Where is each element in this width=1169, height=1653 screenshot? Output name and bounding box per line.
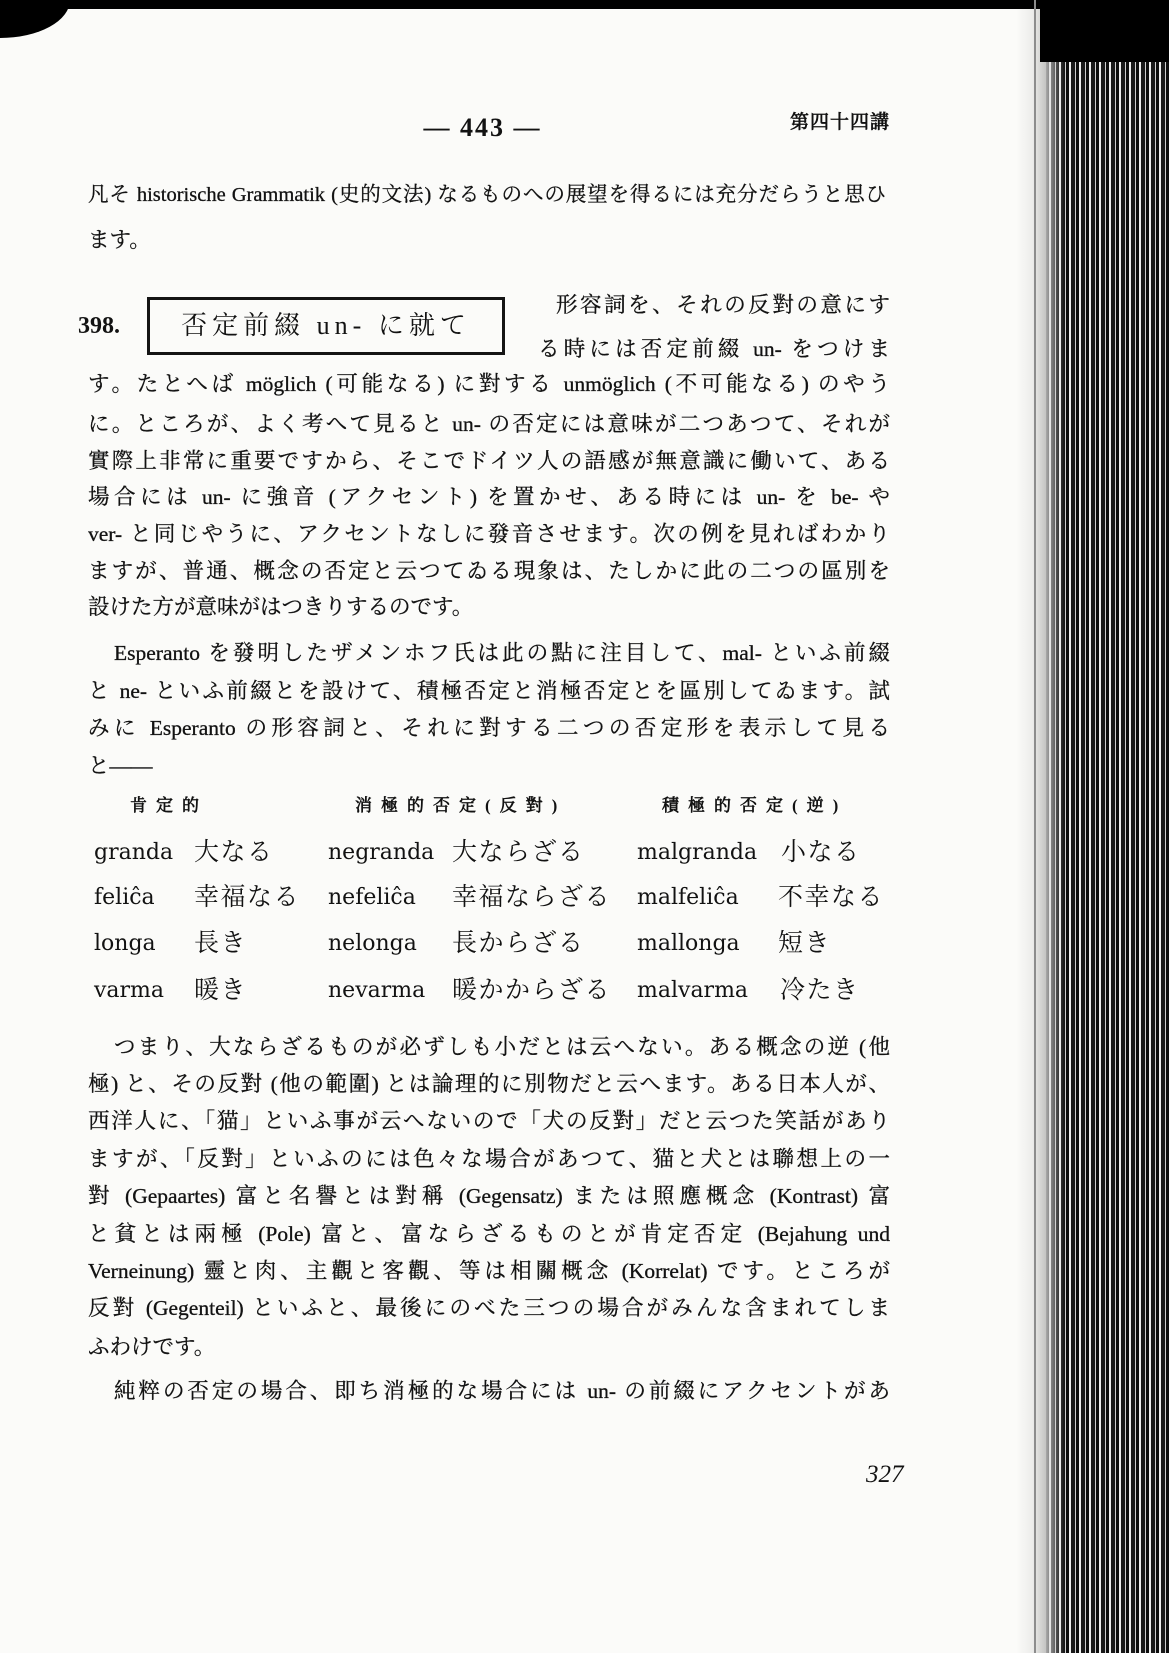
body-line: る時には否定前綴 un- をつけま bbox=[538, 337, 890, 361]
active-negation-word: malvarma bbox=[637, 978, 749, 1003]
table-row bbox=[0, 837, 1000, 869]
page-curve-shade bbox=[1016, 0, 1046, 1653]
table-header-passive-negation: 消極的否定(反對) bbox=[355, 796, 567, 815]
page-curve-line bbox=[1034, 0, 1036, 1653]
body-line: みに Esperanto の形容詞と、それに對する二つの否定形を表示して見る bbox=[88, 716, 890, 740]
active-negation-meaning: 冷たき bbox=[780, 977, 860, 1004]
page-edge-fade bbox=[1046, 0, 1064, 1653]
passive-negation-word: negranda bbox=[328, 840, 435, 865]
active-negation-meaning: 不幸なる bbox=[778, 884, 885, 911]
body-line: ますが、普通、概念の否定と云つてゐる現象は、たしかに此の二つの區別を bbox=[88, 559, 890, 583]
table-header-active-negation: 積極的否定(逆) bbox=[662, 796, 848, 815]
active-negation-word: malgranda bbox=[637, 840, 758, 865]
affirmative-word: granda bbox=[94, 840, 174, 865]
table-header-affirmative: 肯定的 bbox=[130, 796, 208, 815]
body-line: と ne- といふ前綴とを設けて、積極否定と消極否定とを區別してゐます。試 bbox=[88, 679, 890, 703]
body-line: ふわけです。 bbox=[88, 1335, 216, 1359]
passive-negation-word: nelonga bbox=[328, 931, 417, 956]
passive-negation-meaning: 暖かからざる bbox=[452, 977, 612, 1004]
page-folio: 327 bbox=[866, 1461, 904, 1488]
passive-negation-word: nefeliĉa bbox=[328, 885, 416, 910]
table-row bbox=[0, 928, 1000, 960]
body-line: 極) と、その反對 (他の範圍) とは論理的に別物だと云へます。ある日本人が、 bbox=[88, 1072, 890, 1096]
section-title-box bbox=[147, 297, 505, 355]
body-line: つまり、大ならざるものが必ずしも小だとは云へない。ある概念の逆 (他 bbox=[114, 1035, 890, 1059]
active-negation-word: malfeliĉa bbox=[637, 885, 739, 910]
section-title: 否定前綴 un- に就て bbox=[181, 311, 471, 340]
body-line: ます。 bbox=[88, 228, 151, 252]
active-negation-word: mallonga bbox=[637, 931, 740, 956]
running-lecture-title: 第四十四講 bbox=[790, 112, 891, 133]
binding-corner-shadow bbox=[0, 0, 70, 38]
passive-negation-word: nevarma bbox=[328, 978, 426, 1003]
running-page-number: — 443 — bbox=[423, 113, 542, 142]
affirmative-meaning: 大なる bbox=[194, 839, 274, 866]
body-line: 實際上非常に重要ですから、そこでドイツ人の語感が無意識に働いて、ある bbox=[88, 449, 890, 473]
active-negation-meaning: 短き bbox=[778, 930, 832, 957]
body-line: Verneinung) 靈と肉、主觀と客觀、等は相關概念 (Korrelat) です。ところが bbox=[88, 1259, 890, 1283]
affirmative-word: varma bbox=[94, 978, 165, 1003]
affirmative-meaning: 幸福なる bbox=[194, 884, 301, 911]
top-edge-shadow bbox=[0, 0, 1169, 9]
body-line: ver- と同じやうに、アクセントなしに發音させます。次の例を見ればわかり bbox=[88, 522, 890, 546]
body-line: ますが、「反對」といふのには色々な場合があつて、猫と犬とは聯想上の一 bbox=[88, 1147, 890, 1171]
body-line: Esperanto を發明したザメンホフ氏は此の點に注目して、mal- といふ前綴 bbox=[114, 641, 890, 665]
affirmative-meaning: 長き bbox=[194, 930, 248, 957]
body-line: 凡そ historische Grammatik (史的文法) なるものへの展望を得るには充分だらうと思ひ bbox=[88, 184, 886, 206]
body-line: 西洋人に、「猫」といふ事が云へないので「犬の反對」だと云つた笑話があり bbox=[88, 1109, 890, 1133]
page-edge-top-shadow bbox=[1040, 0, 1169, 62]
table-row bbox=[0, 882, 1000, 914]
passive-negation-meaning: 長からざる bbox=[452, 930, 585, 957]
body-line: 設けた方が意味がはつきりするのです。 bbox=[88, 595, 474, 619]
body-line: と貧とは兩極 (Pole) 富と、富ならざるものとが肯定否定 (Bejahung und bbox=[88, 1222, 890, 1246]
passive-negation-meaning: 幸福ならざる bbox=[452, 884, 612, 911]
body-line: と—— bbox=[88, 754, 153, 778]
body-line: す。たとへば möglich (可能なる) に對する unmöglich (不可能なる) のやう bbox=[88, 372, 890, 396]
affirmative-meaning: 暖き bbox=[194, 977, 248, 1004]
passive-negation-meaning: 大ならざる bbox=[452, 839, 585, 866]
affirmative-word: longa bbox=[94, 931, 156, 956]
body-line: 純粹の否定の場合、即ち消極的な場合には un- の前綴にアクセントがあ bbox=[114, 1379, 890, 1403]
body-line: 對 (Gepaartes) 富と名譽とは對稱 (Gegensatz) または照應概念 (Kontrast) 富 bbox=[88, 1184, 890, 1208]
section-number: 398. bbox=[78, 313, 120, 339]
body-line: 反對 (Gegenteil) といふと、最後にのべた三つの場合がみんな含まれてしま bbox=[88, 1296, 890, 1320]
active-negation-meaning: 小なる bbox=[781, 839, 861, 866]
body-line: に。ところが、よく考へて見ると un- の否定には意味が二つあつて、それが bbox=[88, 412, 890, 436]
body-line: 形容詞を、それの反對の意にす bbox=[556, 293, 890, 317]
body-line: 場合には un- に強音 (アクセント) を置かせ、ある時には un- を be- や bbox=[88, 485, 890, 509]
table-row bbox=[0, 975, 1000, 1007]
affirmative-word: feliĉa bbox=[94, 885, 155, 910]
page-edge-stack bbox=[1046, 0, 1169, 1653]
